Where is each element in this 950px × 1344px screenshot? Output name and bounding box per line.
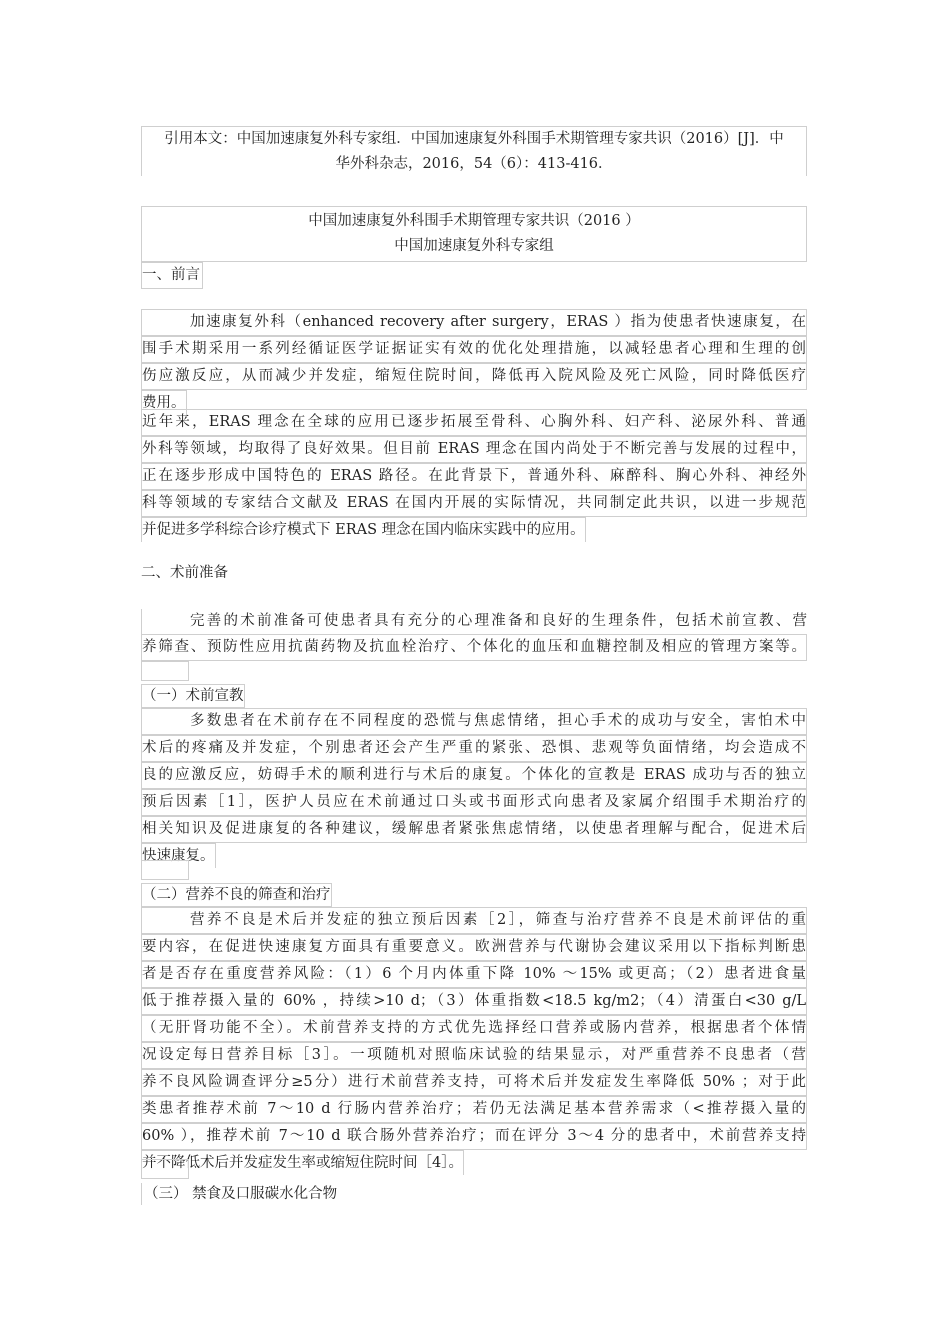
paragraph <box>141 708 807 868</box>
paragraph-line: 围手术期采用一系列经循证医学证据证实有效的优化处理措施，以减轻患者心理和生理的创 <box>141 336 807 363</box>
paragraph <box>141 609 807 661</box>
paragraph-line: 外科等领域，均取得了良好效果。但目前 ERAS 理念在国内尚处于不断完善与发展的过程中， <box>141 436 807 463</box>
paragraph-line: 营养不良是术后并发症的独立预后因素［2］，筛查与治疗营养不良是术前评估的重 <box>141 907 807 934</box>
paragraph-line: 预后因素［1］，医护人员应在术前通过口头或书面形式向患者及家属介绍围手术期治疗的 <box>141 789 807 816</box>
paragraph-line-text: 并不降低术后并发症发生率或缩短住院时间［4］。 <box>141 1150 464 1175</box>
paragraph-line: 术后的疼痛及并发症，个别患者还会产生严重的紧张、恐惧、悲观等负面情绪，均会造成不 <box>141 735 807 762</box>
empty-line-marker <box>141 1159 189 1179</box>
subsection-heading-wrap <box>141 1182 807 1207</box>
paragraph-line: 养不良风险调查评分≥5分）进行术前营养支持，可将术后并发症发生率降低 50% ；对于此 <box>141 1069 807 1096</box>
empty-line-marker <box>141 860 189 880</box>
subsection-heading: （一）术前宣教 <box>141 684 245 708</box>
paragraph <box>141 409 807 542</box>
paragraph-line <box>141 517 807 542</box>
subsection-heading-wrap <box>141 684 807 709</box>
paragraph <box>141 309 807 415</box>
paragraph-line: 正在逐步形成中国特色的 ERAS 路径。在此背景下，普通外科、麻醉科、胸心外科、神经外 <box>141 463 807 490</box>
paragraph-line: 加速康复外科（enhanced recovery after surgery，ERAS ）指为使患者快速康复，在 <box>141 309 807 336</box>
document-author: 中国加速康复外科专家组 <box>394 238 554 254</box>
paragraph-line-text: 快速康复。 <box>141 843 216 868</box>
subsection-heading-wrap <box>141 883 807 908</box>
paragraph-line: 况设定每日营养目标［3］。一项随机对照临床试验的结果显示，对严重营养不良患者（营 <box>141 1042 807 1069</box>
section-heading: 二、术前准备 <box>141 565 228 581</box>
paragraph-line: 者是否存在重度营养风险：（1）6 个月内体重下降 10% ～15% 或更高；（2）患者进食量 <box>141 961 807 988</box>
paragraph-line-text: 并促进多学科综合诊疗模式下 ERAS 理念在国内临床实践中的应用。 <box>141 517 586 542</box>
paragraph-line: 养筛查、预防性应用抗菌药物及抗血栓治疗、个体化的血压和血糖控制及相应的管理方案等。 <box>141 634 807 661</box>
paragraph-line: 60% ），推荐术前 7～10 d 联合肠外营养治疗；而在评分 3～4 分的患者中，术前营养支持 <box>141 1123 807 1150</box>
paragraph-line: 良的应激反应，妨碍手术的顺利进行与术后的康复。个体化的宣教是 ERAS 成功与否的独立 <box>141 762 807 789</box>
paragraph-line: 完善的术前准备可使患者具有充分的心理准备和良好的生理条件，包括术前宣教、营 <box>141 609 807 634</box>
section-heading-wrap <box>141 262 203 289</box>
document-title: 中国加速康复外科围手术期管理专家共识（2016 ） <box>308 213 640 229</box>
subsection-heading: （二）营养不良的筛查和治疗 <box>141 883 332 907</box>
paragraph-line: 要内容，在促进快速康复方面具有重要意义。欧洲营养与代谢协会建议采用以下指标判断患 <box>141 934 807 961</box>
paragraph-line: （无肝肾功能不全）。术前营养支持的方式优先选择经口营养或肠内营养，根据患者个体情 <box>141 1015 807 1042</box>
empty-line-marker <box>141 661 189 681</box>
paragraph-line <box>141 1150 807 1175</box>
paragraph-line <box>141 843 807 868</box>
section-heading-wrap <box>141 561 807 586</box>
citation-block <box>141 126 807 176</box>
title-block <box>141 206 807 262</box>
paragraph-line: 伤应激反应，从而减少并发症，缩短住院时间，降低再入院风险及死亡风险，同时降低医疗 <box>141 363 807 390</box>
section-heading: 一、前言 <box>141 262 203 289</box>
paragraph-line: 科等领域的专家结合文献及 ERAS 在国内开展的实际情况，共同制定此共识，以进一步规范 <box>141 490 807 517</box>
paragraph <box>141 907 807 1175</box>
paragraph-line: 相关知识及促进康复的各种建议，缓解患者紧张焦虑情绪，以使患者理解与配合，促进术后 <box>141 816 807 843</box>
paragraph-line: 多数患者在术前存在不同程度的恐慌与焦虑情绪，担心手术的成功与安全，害怕术中 <box>141 708 807 735</box>
paragraph-line: 低于推荐摄入量的 60% ，持续>10 d；（3）体重指数<18.5 kg/m2；（4）清蛋白<30 g/L <box>141 988 807 1015</box>
paragraph-line: 近年来，ERAS 理念在全球的应用已逐步拓展至骨科、心胸外科、妇产科、泌尿外科、普通 <box>141 409 807 436</box>
subsection-heading: （三） 禁食及口服碳水化合物 <box>141 1183 337 1205</box>
paragraph-line-text: 费用。 <box>141 390 187 415</box>
citation-line: 华外科杂志，2016，54（6）：413-416． <box>335 156 613 172</box>
paragraph-line: 类患者推荐术前 7～10 d 行肠内营养治疗；若仍无法满足基本营养需求（<推荐摄入量的 <box>141 1096 807 1123</box>
citation-line: 引用本文：中国加速康复外科专家组．中国加速康复外科围手术期管理专家共识（2016）[J]．中 <box>164 131 784 147</box>
